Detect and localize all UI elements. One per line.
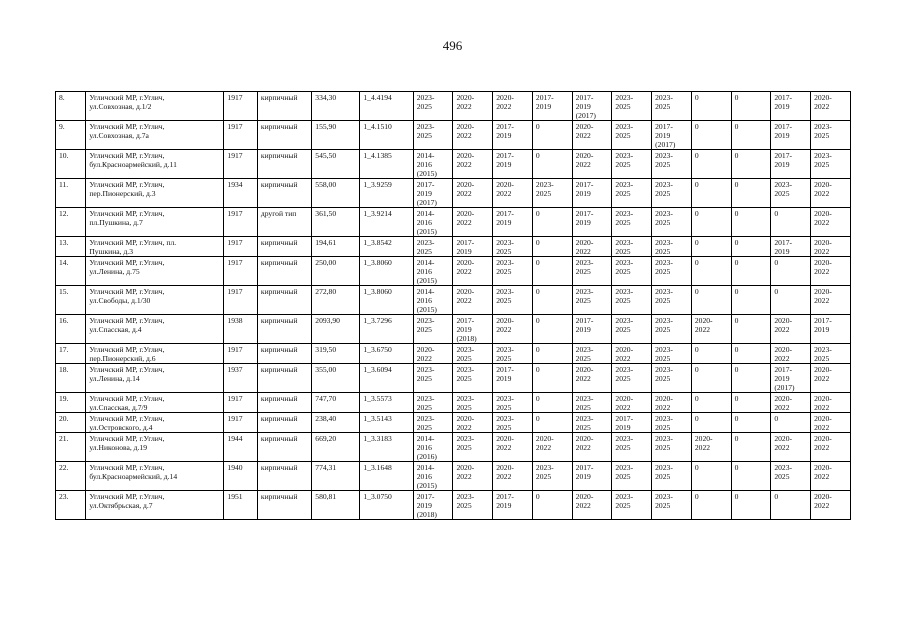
cell-period-2: 2020- 2022	[453, 150, 493, 179]
cell-period-1: 2014- 2016 (2015)	[413, 286, 453, 315]
cell-period-10: 2020- 2022	[771, 433, 811, 462]
cell-period-8: 0	[691, 491, 731, 520]
cell-rating-code: 1_3.6094	[360, 364, 413, 393]
cell-period-1: 2014- 2016 (2015)	[413, 208, 453, 237]
cell-period-1: 2020- 2022	[413, 344, 453, 364]
cell-period-7: 2023- 2025	[652, 179, 692, 208]
cell-build-year: 1917	[224, 257, 257, 286]
cell-build-year: 1917	[224, 237, 257, 257]
table-row	[56, 344, 851, 364]
cell-period-8: 0	[691, 393, 731, 413]
cell-period-7: 2023- 2025	[652, 237, 692, 257]
cell-period-9: 0	[731, 208, 771, 237]
cell-row-number: 10.	[56, 150, 86, 179]
cell-period-5: 2020- 2022	[572, 364, 612, 393]
cell-row-number: 11.	[56, 179, 86, 208]
cell-build-year: 1940	[224, 462, 257, 491]
cell-period-6: 2023- 2025	[612, 257, 652, 286]
cell-period-10: 2020- 2022	[771, 315, 811, 344]
cell-period-9: 0	[731, 491, 771, 520]
cell-rating-code: 1_3.3183	[360, 433, 413, 462]
cell-period-7: 2023- 2025	[652, 92, 692, 121]
cell-period-10: 2017- 2019 (2017)	[771, 364, 811, 393]
cell-area: 361,50	[312, 208, 360, 237]
cell-period-4: 2020- 2022	[532, 433, 572, 462]
cell-period-3: 2020- 2022	[493, 92, 533, 121]
cell-period-2: 2020- 2022	[453, 413, 493, 433]
cell-rating-code: 1_3.8060	[360, 286, 413, 315]
cell-wall-material: кирпичный	[257, 121, 311, 150]
cell-period-2: 2020- 2022	[453, 208, 493, 237]
cell-period-4: 0	[532, 413, 572, 433]
cell-period-11: 2023- 2025	[811, 344, 851, 364]
cell-period-9: 0	[731, 364, 771, 393]
cell-address: Угличский МР, г.Углич, пл.Пушкина, д.7	[86, 208, 224, 237]
cell-period-3: 2023- 2025	[493, 344, 533, 364]
cell-period-4: 2023- 2025	[532, 179, 572, 208]
cell-wall-material: кирпичный	[257, 92, 311, 121]
cell-period-6: 2023- 2025	[612, 179, 652, 208]
cell-period-4: 0	[532, 286, 572, 315]
cell-wall-material: кирпичный	[257, 237, 311, 257]
cell-period-11: 2020- 2022	[811, 393, 851, 413]
cell-row-number: 13.	[56, 237, 86, 257]
cell-period-6: 2020- 2022	[612, 344, 652, 364]
cell-period-9: 0	[731, 121, 771, 150]
table-row	[56, 433, 851, 462]
cell-period-11: 2017- 2019	[811, 315, 851, 344]
cell-period-7: 2023- 2025	[652, 150, 692, 179]
cell-period-10: 2017- 2019	[771, 150, 811, 179]
cell-wall-material: кирпичный	[257, 364, 311, 393]
table-row	[56, 364, 851, 393]
cell-period-2: 2023- 2025	[453, 433, 493, 462]
cell-period-2: 2020- 2022	[453, 462, 493, 491]
cell-period-10: 2023- 2025	[771, 462, 811, 491]
cell-period-5: 2017- 2019 (2017)	[572, 92, 612, 121]
table-row	[56, 257, 851, 286]
cell-period-9: 0	[731, 344, 771, 364]
cell-address: Угличский МР, г.Углич, ул.Ленина, д.75	[86, 257, 224, 286]
cell-row-number: 21.	[56, 433, 86, 462]
cell-period-8: 0	[691, 121, 731, 150]
cell-wall-material: кирпичный	[257, 257, 311, 286]
cell-period-8: 0	[691, 286, 731, 315]
cell-address: Угличский МР, г.Углич, ул.Совхозная, д.7а	[86, 121, 224, 150]
cell-period-8: 0	[691, 364, 731, 393]
cell-period-9: 0	[731, 257, 771, 286]
cell-period-10: 2017- 2019	[771, 121, 811, 150]
cell-period-2: 2020- 2022	[453, 92, 493, 121]
cell-period-11: 2020- 2022	[811, 92, 851, 121]
cell-area: 194,61	[312, 237, 360, 257]
cell-build-year: 1917	[224, 208, 257, 237]
cell-period-6: 2023- 2025	[612, 462, 652, 491]
cell-period-2: 2020- 2022	[453, 179, 493, 208]
cell-period-7: 2023- 2025	[652, 315, 692, 344]
cell-period-4: 0	[532, 315, 572, 344]
cell-rating-code: 1_3.5143	[360, 413, 413, 433]
cell-period-10: 0	[771, 208, 811, 237]
cell-period-4: 2017- 2019	[532, 92, 572, 121]
cell-period-3: 2023- 2025	[493, 286, 533, 315]
cell-area: 545,50	[312, 150, 360, 179]
cell-area: 669,20	[312, 433, 360, 462]
cell-period-4: 0	[532, 237, 572, 257]
cell-build-year: 1917	[224, 92, 257, 121]
cell-period-1: 2014- 2016 (2015)	[413, 462, 453, 491]
cell-period-5: 2020- 2022	[572, 237, 612, 257]
cell-area: 774,31	[312, 462, 360, 491]
table-row	[56, 150, 851, 179]
cell-period-10: 0	[771, 286, 811, 315]
cell-period-7: 2023- 2025	[652, 344, 692, 364]
cell-period-8: 0	[691, 344, 731, 364]
cell-wall-material: кирпичный	[257, 413, 311, 433]
cell-period-2: 2017- 2019 (2018)	[453, 315, 493, 344]
cell-period-3: 2017- 2019	[493, 150, 533, 179]
cell-period-6: 2023- 2025	[612, 286, 652, 315]
cell-period-3: 2017- 2019	[493, 364, 533, 393]
cell-address: Угличский МР, г.Углич, ул.Спасская, д.7/9	[86, 393, 224, 413]
cell-period-9: 0	[731, 179, 771, 208]
cell-period-7: 2023- 2025	[652, 433, 692, 462]
cell-wall-material: кирпичный	[257, 315, 311, 344]
cell-build-year: 1938	[224, 315, 257, 344]
table-row	[56, 92, 851, 121]
cell-period-6: 2020- 2022	[612, 393, 652, 413]
cell-period-5: 2020- 2022	[572, 433, 612, 462]
cell-period-4: 0	[532, 393, 572, 413]
cell-period-6: 2023- 2025	[612, 208, 652, 237]
cell-address: Угличский МР, г.Углич, бул.Красноармейский, д.14	[86, 462, 224, 491]
cell-period-11: 2020- 2022	[811, 257, 851, 286]
cell-rating-code: 1_4.1510	[360, 121, 413, 150]
cell-period-1: 2017- 2019 (2017)	[413, 179, 453, 208]
cell-period-11: 2020- 2022	[811, 462, 851, 491]
cell-build-year: 1934	[224, 179, 257, 208]
cell-area: 747,70	[312, 393, 360, 413]
cell-wall-material: кирпичный	[257, 462, 311, 491]
cell-wall-material: кирпичный	[257, 344, 311, 364]
cell-period-3: 2020- 2022	[493, 433, 533, 462]
cell-period-9: 0	[731, 286, 771, 315]
cell-address: Угличский МР, г.Углич, бул.Красноармейский, д.11	[86, 150, 224, 179]
cell-period-5: 2017- 2019	[572, 462, 612, 491]
housing-table	[55, 91, 851, 520]
cell-period-10: 2017- 2019	[771, 92, 811, 121]
table-row	[56, 208, 851, 237]
cell-period-1: 2017- 2019 (2018)	[413, 491, 453, 520]
cell-area: 334,30	[312, 92, 360, 121]
cell-rating-code: 1_3.1648	[360, 462, 413, 491]
cell-period-11: 2020- 2022	[811, 208, 851, 237]
cell-period-1: 2023- 2025	[413, 413, 453, 433]
cell-period-10: 0	[771, 491, 811, 520]
cell-area: 558,00	[312, 179, 360, 208]
cell-address: Угличский МР, г.Углич, ул.Никонова, д.19	[86, 433, 224, 462]
cell-rating-code: 1_3.8060	[360, 257, 413, 286]
cell-period-1: 2023- 2025	[413, 121, 453, 150]
cell-period-5: 2017- 2019	[572, 208, 612, 237]
cell-period-3: 2017- 2019	[493, 491, 533, 520]
cell-period-2: 2017- 2019	[453, 237, 493, 257]
cell-period-8: 0	[691, 237, 731, 257]
cell-period-5: 2023- 2025	[572, 344, 612, 364]
cell-period-9: 0	[731, 462, 771, 491]
cell-period-4: 0	[532, 208, 572, 237]
cell-period-7: 2020- 2022	[652, 393, 692, 413]
table-row	[56, 491, 851, 520]
cell-period-1: 2023- 2025	[413, 393, 453, 413]
cell-rating-code: 1_3.9214	[360, 208, 413, 237]
table-row	[56, 315, 851, 344]
cell-period-11: 2023- 2025	[811, 121, 851, 150]
cell-address: Угличский МР, г.Углич, ул.Спасская, д.4	[86, 315, 224, 344]
cell-wall-material: кирпичный	[257, 433, 311, 462]
cell-period-1: 2023- 2025	[413, 315, 453, 344]
cell-build-year: 1937	[224, 364, 257, 393]
cell-row-number: 18.	[56, 364, 86, 393]
cell-period-7: 2023- 2025	[652, 413, 692, 433]
cell-area: 155,90	[312, 121, 360, 150]
cell-period-6: 2023- 2025	[612, 150, 652, 179]
cell-period-1: 2023- 2025	[413, 237, 453, 257]
cell-period-11: 2020- 2022	[811, 413, 851, 433]
cell-period-1: 2014- 2016 (2015)	[413, 257, 453, 286]
table-row	[56, 237, 851, 257]
cell-period-9: 0	[731, 150, 771, 179]
cell-period-10: 0	[771, 257, 811, 286]
cell-period-3: 2017- 2019	[493, 208, 533, 237]
cell-period-6: 2023- 2025	[612, 92, 652, 121]
cell-area: 355,00	[312, 364, 360, 393]
table-body	[56, 92, 851, 520]
cell-area: 238,40	[312, 413, 360, 433]
cell-area: 250,00	[312, 257, 360, 286]
cell-period-2: 2020- 2022	[453, 286, 493, 315]
cell-period-10: 2020- 2022	[771, 393, 811, 413]
cell-period-3: 2020- 2022	[493, 462, 533, 491]
cell-period-3: 2020- 2022	[493, 179, 533, 208]
cell-build-year: 1917	[224, 150, 257, 179]
cell-address: Угличский МР, г.Углич, пер.Пионерский, д.6	[86, 344, 224, 364]
cell-build-year: 1917	[224, 286, 257, 315]
cell-period-8: 0	[691, 257, 731, 286]
cell-period-7: 2023- 2025	[652, 491, 692, 520]
cell-wall-material: кирпичный	[257, 393, 311, 413]
cell-period-10: 2017- 2019	[771, 237, 811, 257]
cell-address: Угличский МР, г.Углич, пл. Пушкина, д.3	[86, 237, 224, 257]
cell-address: Угличский МР, г.Углич, пер.Пионерский, д.3	[86, 179, 224, 208]
cell-address: Угличский МР, г.Углич, ул.Октябрьская, д.7	[86, 491, 224, 520]
cell-period-4: 0	[532, 150, 572, 179]
cell-rating-code: 1_4.4194	[360, 92, 413, 121]
cell-build-year: 1951	[224, 491, 257, 520]
cell-period-6: 2023- 2025	[612, 364, 652, 393]
cell-period-7: 2023- 2025	[652, 208, 692, 237]
cell-period-4: 0	[532, 257, 572, 286]
housing-table-container	[55, 91, 851, 520]
cell-period-6: 2023- 2025	[612, 121, 652, 150]
cell-area: 272,80	[312, 286, 360, 315]
cell-period-8: 0	[691, 208, 731, 237]
cell-area: 2093,90	[312, 315, 360, 344]
table-row	[56, 286, 851, 315]
cell-period-9: 0	[731, 413, 771, 433]
table-row	[56, 393, 851, 413]
cell-period-11: 2020- 2022	[811, 491, 851, 520]
cell-period-5: 2020- 2022	[572, 150, 612, 179]
cell-period-8: 0	[691, 462, 731, 491]
cell-row-number: 23.	[56, 491, 86, 520]
cell-period-1: 2023- 2025	[413, 364, 453, 393]
cell-period-11: 2023- 2025	[811, 150, 851, 179]
cell-period-3: 2020- 2022	[493, 315, 533, 344]
cell-period-5: 2017- 2019	[572, 315, 612, 344]
cell-period-8: 0	[691, 179, 731, 208]
cell-row-number: 14.	[56, 257, 86, 286]
cell-area: 319,50	[312, 344, 360, 364]
cell-period-3: 2023- 2025	[493, 393, 533, 413]
cell-period-5: 2023- 2025	[572, 286, 612, 315]
cell-address: Угличский МР, г.Углич, ул.Свободы, д.1/30	[86, 286, 224, 315]
cell-period-2: 2020- 2022	[453, 257, 493, 286]
cell-period-5: 2017- 2019	[572, 179, 612, 208]
cell-build-year: 1917	[224, 344, 257, 364]
cell-period-10: 2023- 2025	[771, 179, 811, 208]
cell-period-8: 0	[691, 150, 731, 179]
cell-period-8: 0	[691, 413, 731, 433]
cell-period-1: 2014- 2016 (2015)	[413, 150, 453, 179]
cell-row-number: 15.	[56, 286, 86, 315]
cell-period-3: 2023- 2025	[493, 257, 533, 286]
cell-period-2: 2023- 2025	[453, 393, 493, 413]
table-row	[56, 462, 851, 491]
cell-period-7: 2017- 2019 (2017)	[652, 121, 692, 150]
cell-rating-code: 1_3.9259	[360, 179, 413, 208]
cell-wall-material: другой тип	[257, 208, 311, 237]
cell-row-number: 19.	[56, 393, 86, 413]
cell-wall-material: кирпичный	[257, 179, 311, 208]
cell-rating-code: 1_3.7296	[360, 315, 413, 344]
cell-period-6: 2023- 2025	[612, 315, 652, 344]
cell-period-2: 2023- 2025	[453, 491, 493, 520]
cell-period-3: 2023- 2025	[493, 413, 533, 433]
cell-wall-material: кирпичный	[257, 491, 311, 520]
cell-period-8: 2020- 2022	[691, 315, 731, 344]
cell-period-4: 0	[532, 344, 572, 364]
cell-build-year: 1944	[224, 433, 257, 462]
cell-period-9: 0	[731, 92, 771, 121]
table-row	[56, 179, 851, 208]
table-row	[56, 413, 851, 433]
cell-period-5: 2023- 2025	[572, 257, 612, 286]
cell-period-8: 0	[691, 92, 731, 121]
cell-period-11: 2020- 2022	[811, 286, 851, 315]
cell-address: Угличский МР, г.Углич, ул.Ленина, д.14	[86, 364, 224, 393]
cell-period-7: 2023- 2025	[652, 257, 692, 286]
cell-period-6: 2023- 2025	[612, 237, 652, 257]
cell-row-number: 22.	[56, 462, 86, 491]
cell-row-number: 17.	[56, 344, 86, 364]
cell-period-3: 2017- 2019	[493, 121, 533, 150]
cell-period-11: 2020- 2022	[811, 433, 851, 462]
cell-period-9: 0	[731, 393, 771, 413]
table-row	[56, 121, 851, 150]
cell-rating-code: 1_3.6750	[360, 344, 413, 364]
cell-period-9: 0	[731, 315, 771, 344]
cell-period-9: 0	[731, 433, 771, 462]
cell-area: 580,81	[312, 491, 360, 520]
cell-address: Угличский МР, г.Углич, ул.Совхозная, д.1/2	[86, 92, 224, 121]
cell-row-number: 16.	[56, 315, 86, 344]
cell-period-3: 2023- 2025	[493, 237, 533, 257]
cell-period-10: 0	[771, 413, 811, 433]
cell-rating-code: 1_4.1385	[360, 150, 413, 179]
cell-period-5: 2020- 2022	[572, 491, 612, 520]
cell-period-11: 2020- 2022	[811, 364, 851, 393]
cell-period-11: 2020- 2022	[811, 179, 851, 208]
cell-period-8: 2020- 2022	[691, 433, 731, 462]
cell-row-number: 9.	[56, 121, 86, 150]
cell-period-6: 2023- 2025	[612, 491, 652, 520]
cell-period-9: 0	[731, 237, 771, 257]
cell-period-5: 2023- 2025	[572, 413, 612, 433]
cell-period-6: 2017- 2019	[612, 413, 652, 433]
cell-row-number: 20.	[56, 413, 86, 433]
cell-period-2: 2023- 2025	[453, 344, 493, 364]
cell-rating-code: 1_3.5573	[360, 393, 413, 413]
cell-build-year: 1917	[224, 393, 257, 413]
cell-period-7: 2023- 2025	[652, 364, 692, 393]
page-number: 496	[442, 38, 463, 53]
cell-period-11: 2020- 2022	[811, 237, 851, 257]
cell-build-year: 1917	[224, 121, 257, 150]
cell-row-number: 8.	[56, 92, 86, 121]
cell-address: Угличский МР, г.Углич, ул.Островского, д.4	[86, 413, 224, 433]
cell-period-7: 2023- 2025	[652, 462, 692, 491]
cell-build-year: 1917	[224, 413, 257, 433]
cell-period-2: 2023- 2025	[453, 364, 493, 393]
cell-wall-material: кирпичный	[257, 150, 311, 179]
cell-period-5: 2020- 2022	[572, 121, 612, 150]
cell-period-5: 2023- 2025	[572, 393, 612, 413]
cell-row-number: 12.	[56, 208, 86, 237]
cell-period-4: 2023- 2025	[532, 462, 572, 491]
cell-period-7: 2023- 2025	[652, 286, 692, 315]
cell-period-10: 2020- 2022	[771, 344, 811, 364]
cell-period-1: 2023- 2025	[413, 92, 453, 121]
cell-period-1: 2014- 2016 (2016)	[413, 433, 453, 462]
cell-period-4: 0	[532, 121, 572, 150]
cell-period-2: 2020- 2022	[453, 121, 493, 150]
cell-rating-code: 1_3.8542	[360, 237, 413, 257]
cell-period-4: 0	[532, 491, 572, 520]
cell-wall-material: кирпичный	[257, 286, 311, 315]
cell-period-4: 0	[532, 364, 572, 393]
cell-rating-code: 1_3.0750	[360, 491, 413, 520]
cell-period-6: 2023- 2025	[612, 433, 652, 462]
